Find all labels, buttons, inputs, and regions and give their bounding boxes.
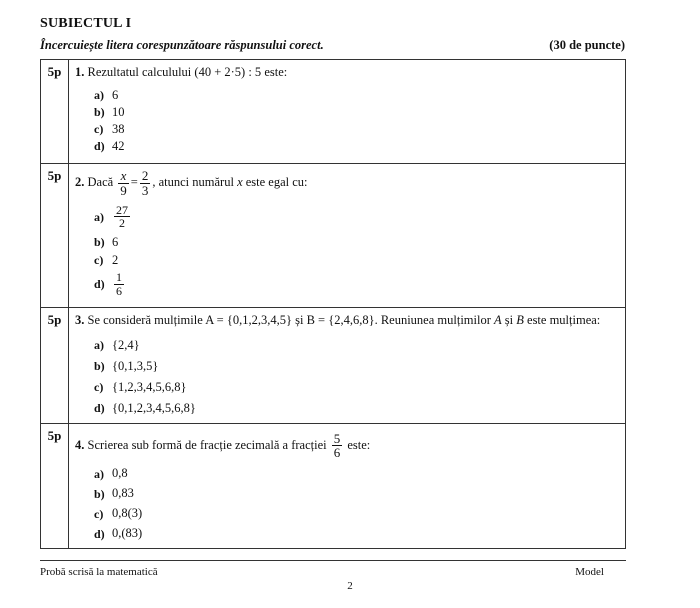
- fraction-numerator: 2: [141, 168, 149, 183]
- question-text: [75, 169, 625, 197]
- question-points: 5p: [41, 308, 69, 424]
- fraction-denominator: 6: [116, 283, 122, 298]
- option-label: b): [94, 235, 105, 250]
- question-text-after: , atunci numărul: [152, 175, 234, 190]
- question-cell: [69, 164, 626, 308]
- answer-option[interactable]: [94, 87, 625, 104]
- fraction-numerator: 27: [116, 202, 128, 217]
- variable-a: A: [494, 313, 502, 327]
- question-cell: [69, 423, 626, 548]
- math-expression: (40 + 2·5) : 5: [194, 65, 262, 79]
- option-label: d): [94, 277, 105, 292]
- question-points: 5p: [41, 60, 69, 164]
- option-label: d): [94, 400, 105, 415]
- option-label: a): [94, 466, 104, 481]
- footer-right-text: Model: [575, 566, 604, 578]
- answer-option[interactable]: [94, 377, 625, 398]
- fraction-numerator: x: [118, 169, 129, 184]
- footer-left-text: Probă scrisă la matematică: [40, 566, 158, 578]
- option-label: c): [94, 506, 104, 521]
- option-value: 0,(83): [112, 526, 143, 541]
- option-label: b): [94, 486, 105, 501]
- option-label: d): [94, 526, 105, 541]
- option-label: b): [94, 104, 105, 119]
- points-total: (30 de puncte): [549, 38, 625, 52]
- option-label: a): [94, 209, 104, 224]
- answer-option[interactable]: [94, 233, 625, 251]
- option-label: a): [94, 87, 104, 102]
- question-number: 4.: [75, 437, 85, 452]
- question-points: 5p: [41, 164, 69, 308]
- question-text-before: Scrierea sub formă de fracție zecimală a fracției: [87, 437, 327, 452]
- fraction-numerator: 1: [116, 270, 122, 285]
- option-value: 6: [112, 87, 119, 102]
- option-value: 0,8: [112, 466, 128, 481]
- answer-option[interactable]: [94, 104, 625, 121]
- fraction-denominator: 6: [333, 445, 341, 461]
- option-value: 38: [112, 121, 125, 136]
- question-row-3: [41, 308, 626, 424]
- set-a: A = {0,1,2,3,4,5}: [205, 313, 292, 327]
- footer-divider: [40, 560, 626, 561]
- subject-title: SUBIECTUL I: [40, 16, 132, 31]
- option-value: 0,83: [112, 486, 134, 501]
- question-row-4: [41, 423, 626, 548]
- fraction-denominator: 3: [141, 182, 149, 198]
- option-value: {2,4}: [112, 337, 140, 352]
- question-text-after: este:: [347, 437, 371, 452]
- question-text-before: Se consideră mulțimile: [87, 313, 203, 327]
- answer-option[interactable]: [94, 484, 625, 504]
- question-cell: [69, 308, 626, 424]
- question-number: 3.: [75, 313, 85, 327]
- fraction-5-over-6: [332, 432, 343, 460]
- option-value: 6: [112, 234, 119, 249]
- conjunction: și: [504, 313, 514, 327]
- conjunction: și: [295, 313, 304, 327]
- answer-option[interactable]: [94, 335, 625, 356]
- page-number: 2: [347, 580, 353, 592]
- set-b: B = {2,4,6,8}: [306, 313, 375, 327]
- answer-option[interactable]: [94, 504, 625, 524]
- question-text-before: Dacă: [87, 175, 114, 190]
- option-value: 2: [112, 252, 119, 267]
- answer-option[interactable]: [94, 464, 625, 484]
- option-fraction: [114, 204, 130, 230]
- variable-b: B: [516, 313, 524, 327]
- question-text: [75, 65, 625, 81]
- question-row-1: [41, 60, 626, 164]
- answer-option[interactable]: [94, 200, 625, 233]
- question-text: [75, 313, 625, 329]
- option-label: c): [94, 379, 104, 394]
- option-value: 42: [112, 138, 125, 153]
- equals-sign: =: [130, 175, 138, 190]
- option-label: d): [94, 138, 105, 153]
- fraction-denominator: 9: [120, 182, 127, 198]
- question-points: 5p: [41, 423, 69, 548]
- answer-option[interactable]: [94, 398, 625, 419]
- fraction-x-over-9: [118, 169, 129, 197]
- question-row-2: [41, 164, 626, 308]
- answer-option[interactable]: [94, 138, 625, 155]
- option-label: c): [94, 121, 104, 136]
- question-number: 2.: [75, 175, 85, 190]
- answer-option[interactable]: [94, 524, 625, 544]
- question-text-after: . Reuniunea mulțimilor: [374, 313, 491, 327]
- option-label: b): [94, 358, 105, 373]
- answer-option[interactable]: [94, 356, 625, 377]
- option-value: {0,1,2,3,4,5,6,8}: [112, 400, 196, 415]
- question-cell: [69, 60, 626, 164]
- instruction-text: Încercuiește litera corespunzătoare răspunsului corect.: [40, 38, 324, 52]
- answer-option[interactable]: [94, 269, 625, 299]
- question-text-after: este:: [264, 65, 288, 79]
- question-number: 1.: [75, 65, 85, 79]
- option-value: {0,1,3,5}: [112, 358, 159, 373]
- option-fraction: [114, 271, 124, 297]
- option-value: 10: [112, 104, 125, 119]
- option-value: 0,8(3): [112, 506, 143, 521]
- fraction-denominator: 2: [119, 216, 125, 231]
- question-text-before: Rezultatul calculului: [87, 65, 192, 79]
- variable-x: x: [237, 175, 243, 190]
- answer-option[interactable]: [94, 121, 625, 138]
- answer-option[interactable]: [94, 251, 625, 269]
- option-value: {1,2,3,4,5,6,8}: [112, 379, 187, 394]
- option-label: a): [94, 337, 104, 352]
- question-text-end: este mulțimea:: [527, 313, 601, 327]
- fraction-2-over-3: [140, 169, 151, 197]
- fraction-numerator: 5: [333, 430, 341, 446]
- problems-table: [40, 59, 626, 549]
- question-text: [75, 429, 625, 460]
- option-label: c): [94, 253, 104, 268]
- question-text-end: este egal cu:: [245, 175, 308, 190]
